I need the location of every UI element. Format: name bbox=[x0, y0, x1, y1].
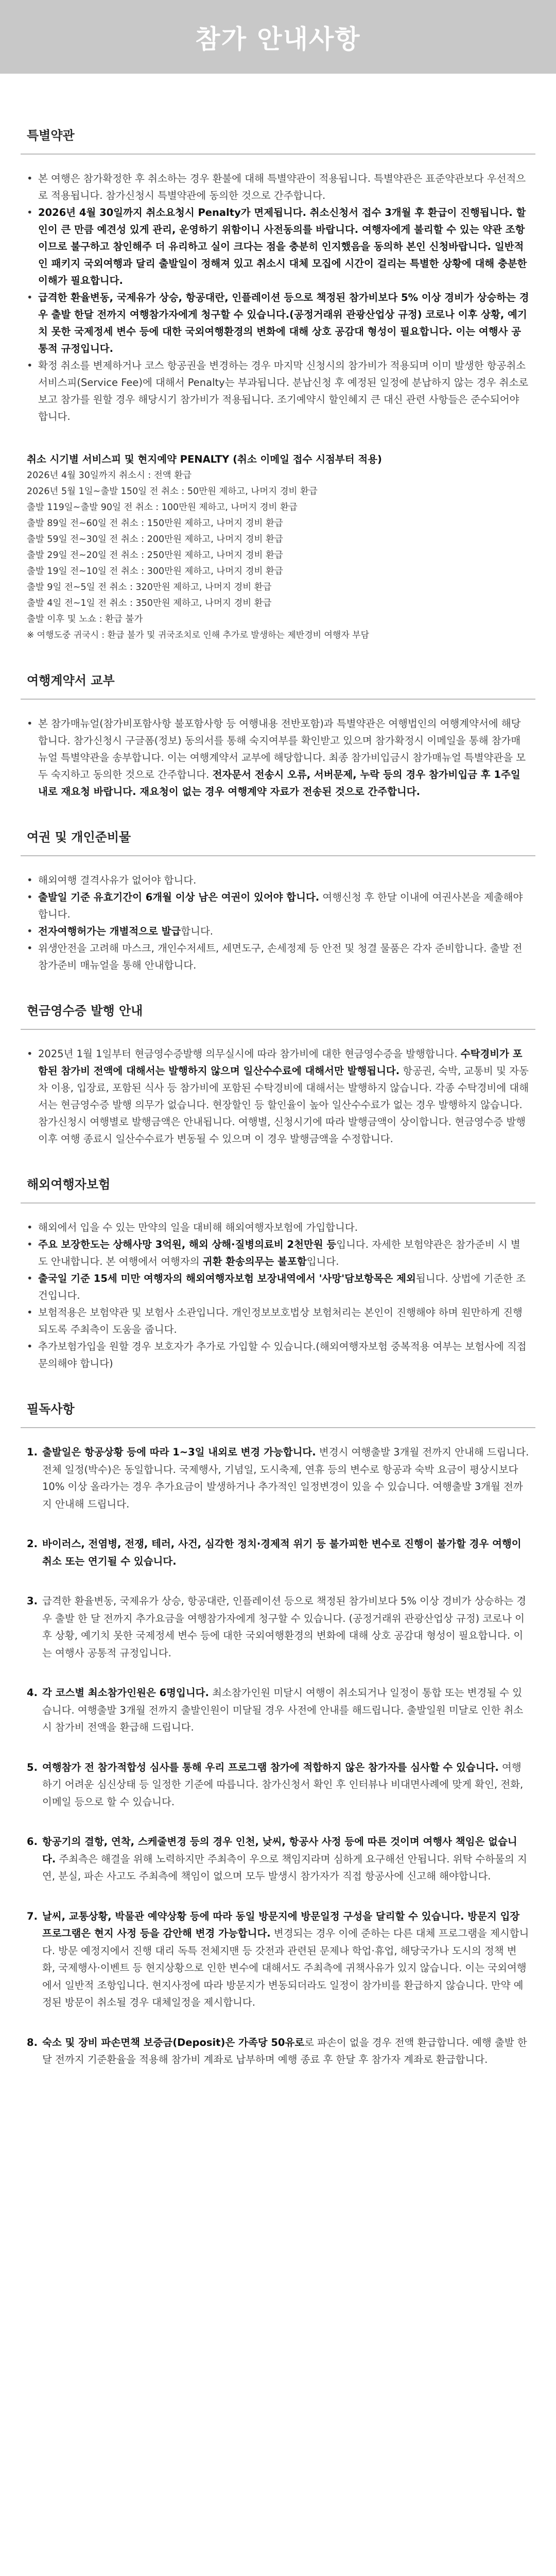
content bbox=[0, 74, 556, 2069]
section-body bbox=[21, 1219, 535, 1372]
bullet-list bbox=[27, 1045, 529, 1147]
emphasis-text: 각 코스별 최소참가인원은 6명입니다. bbox=[42, 1687, 209, 1699]
schedule-row: 2026년 4월 30일까지 취소시 : 전액 환급 bbox=[27, 470, 192, 481]
section-title: 필독사항 bbox=[21, 1372, 535, 1428]
body-text: 확정 취소를 변제하거나 코스 항공권을 변경하는 경우 마지막 신청시의 참가비가 적용되며 이미 발생한 항공취소 서비스피(Service Fee)에 대해서 Penalty는 부과됩니다. 분납신청 후 예정된 일정에 분납하지 않는 경우 취소로 보고 참가를 원할 경우 해당시기 참가비가 적용됩니다. 조기예약시 할인혜지 큰 대신 관련 사항들은 준수되어야 합니다. bbox=[38, 360, 529, 422]
schedule-row: 출발 19일 전~10일 전 취소 : 300만원 제하고, 나머지 경비 환급 bbox=[27, 566, 283, 577]
item-number: 6. bbox=[27, 1836, 38, 1848]
section-body bbox=[21, 1045, 535, 1147]
bullet-item bbox=[27, 204, 529, 289]
bullet-list bbox=[27, 1219, 529, 1372]
section-body bbox=[21, 715, 535, 800]
numbered-item bbox=[27, 1759, 529, 1811]
emphasis-text: 바이러스, 전염병, 전쟁, 테러, 사건, 심각한 정치·경제적 위기 등 불가피한 변수로 진행이 불가할 경우 여행이 취소 또는 연기될 수 있습니다. bbox=[42, 1538, 522, 1567]
bullet-item bbox=[27, 357, 529, 425]
schedule-row: 출발 119일~출발 90일 전 취소 : 100만원 제하고, 나머지 경비 환급 bbox=[27, 502, 298, 513]
body-text: 여행하기 어려운 심신상태 등 일정한 기준에 따릅니다. 참가신청서 확인 후 인터뷰나 비대면사례에 맞게 확인, 전화, 이메일 등으로 할 수 있습니다. bbox=[42, 1761, 524, 1808]
bullet-item bbox=[27, 889, 529, 923]
bullet-list bbox=[27, 872, 529, 974]
schedule-row: 출발 9일 전~5일 전 취소 : 320만원 제하고, 나머지 경비 환급 bbox=[27, 582, 272, 592]
section bbox=[21, 800, 535, 974]
bullet-item bbox=[27, 940, 529, 974]
bullet-list bbox=[27, 715, 529, 800]
emphasis-text: 항공기의 결항, 연착, 스케줄변경 등의 경우 인천, 낮씨, 항공사 사정 등에 따른 것이며 여행사 책임은 없습니다. bbox=[42, 1836, 517, 1865]
section-body bbox=[21, 1444, 535, 2069]
bullet-item bbox=[27, 1270, 529, 1304]
item-number: 7. bbox=[27, 1910, 38, 1922]
emphasis-text: 급격한 환율변동, 국제유가 상승, 항공대란, 인플레이션 등으로 책정된 참가비보다 5% 이상 경비가 상승하는 경우 출발 한달 전까지 여행참가자에게 청구할 수 있습니다.(공정거래위 관광산업상 규정) 코로나 이후 상황, 예기치 못한 국제정세 변수 등에 대한 국외여행환경의 변화에 대해 상호 공감대 형성이 필요합니다. 이는 여행사 공통적 규정입니다. bbox=[38, 292, 529, 354]
item-number: 3. bbox=[27, 1595, 38, 1607]
bullet-item bbox=[27, 289, 529, 357]
section-title: 특별약관 bbox=[21, 74, 535, 155]
body-text: 합니다. bbox=[181, 925, 214, 937]
schedule-row: 출발 29일 전~20일 전 취소 : 250만원 제하고, 나머지 경비 환급 bbox=[27, 550, 283, 561]
emphasis-text: 출국일 기준 15세 미만 여행자의 해외여행자보험 보장내역에서 '사망'담보항목은 제외 bbox=[38, 1273, 416, 1284]
body-text: 됩니다. 상법에 기준한 조건입니다. bbox=[38, 1273, 526, 1301]
schedule-row: 2026년 5월 1일~출발 150일 전 취소 : 50만원 제하고, 나머지 경비 환급 bbox=[27, 486, 318, 497]
item-number: 4. bbox=[27, 1687, 38, 1699]
emphasis-text: 수탁경비가 포함된 참가비 전액에 대해서는 발행하지 않으며 일산수수료에 대해서만 발행됩니다. bbox=[38, 1048, 523, 1077]
emphasis-text: 전자문서 전송시 오류, 서버문제, 누락 등의 경우 참가비입금 후 1주일 내로 재요청 바랍니다. 재요청이 없는 경우 여행계약 자료가 전송된 것으로 간주합니다. bbox=[38, 769, 520, 798]
penalty-schedule bbox=[21, 451, 535, 643]
section bbox=[21, 974, 535, 1147]
numbered-item bbox=[27, 2034, 529, 2069]
numbered-item bbox=[27, 1592, 529, 1662]
numbered-item bbox=[27, 1908, 529, 2011]
numbered-list bbox=[27, 1444, 529, 2069]
section-body bbox=[21, 872, 535, 974]
item-number: 1. bbox=[27, 1446, 38, 1458]
section bbox=[21, 1147, 535, 1372]
schedule-note: ※ 여행도중 귀국시 : 환급 불가 및 귀국조치로 인해 추가로 발생하는 제반경비 여행자 부담 bbox=[27, 630, 369, 640]
bullet-item bbox=[27, 1045, 529, 1147]
schedule-row: 출발 4일 전~1일 전 취소 : 350만원 제하고, 나머지 경비 환급 bbox=[27, 598, 272, 608]
section-body bbox=[21, 170, 535, 425]
schedule-row: 출발 59일 전~30일 전 취소 : 200만원 제하고, 나머지 경비 환급 bbox=[27, 534, 283, 545]
numbered-item bbox=[27, 1535, 529, 1570]
section bbox=[21, 643, 535, 800]
body-text: 입니다. bbox=[306, 1256, 339, 1267]
body-text: 해외에서 입을 수 있는 만약의 일을 대비해 해외여행자보험에 가입합니다. bbox=[38, 1222, 358, 1233]
numbered-item bbox=[27, 1684, 529, 1736]
title-banner bbox=[0, 0, 556, 74]
numbered-item bbox=[27, 1833, 529, 1885]
body-text: 해외여행 결격사유가 없어야 합니다. bbox=[38, 874, 197, 886]
page-title: 참가 안내사항 bbox=[195, 24, 361, 54]
schedule-heading: 취소 시기별 서비스피 및 현지예약 PENALTY (취소 이메일 접수 시점부터 적용) bbox=[27, 453, 382, 465]
numbered-item bbox=[27, 1444, 529, 1513]
body-text: 추가보험가입을 원할 경우 보호자가 추가로 가입할 수 있습니다.(해외여행자보험 중복적용 여부는 보험사에 직접 문의해야 합니다) bbox=[38, 1341, 527, 1369]
body-text: 입니다. 자세한 보험약관은 참가준비 시 별도 안내합니다. 본 여행에서 여행자의 bbox=[38, 1239, 520, 1267]
bullet-item bbox=[27, 1236, 529, 1270]
emphasis-text: 2026년 4월 30일까지 취소요청시 Penalty가 면제됩니다. 취소신청서 접수 3개월 후 환급이 진행됩니다. 할인이 큰 만큼 예견성 있게 관리, 운영하기 위함이니 사전동의를 바랍니다. 여행자에게 불리할 수 있는 약관 조항이므로 불구하고 참인해주 더 유리하고 실이 크다는 점을 충분히 인지했음을 동의하 본인 신청바랍니다. 일반적인 패키지 국외여행과 달리 출발일이 정해져 있고 취소시 대체 모집에 시간이 걸리는 특별한 상황에 대해 충분한 이해가 필요합니다. bbox=[38, 207, 527, 286]
bullet-item bbox=[27, 1338, 529, 1372]
emphasis-text: 여행참가 전 참가적합성 심사를 통해 우리 프로그램 참가에 적합하지 않은 참가자를 심사할 수 있습니다. bbox=[42, 1761, 499, 1773]
bullet-item bbox=[27, 923, 529, 940]
body-text: 위생안전을 고려해 마스크, 개인수저세트, 세면도구, 손세정제 등 안전 및 청결 물품은 각자 준비합니다. 출발 전 참가준비 매뉴얼을 통해 안내합니다. bbox=[38, 942, 523, 971]
body-text: 급격한 환율변동, 국제유가 상승, 항공대란, 인플레이션 등으로 책정된 참가비보다 5% 이상 경비가 상승하는 경우 출발 한 달 전까지 추가요금을 여행참가자에게 청구할 수 있습니다. (공정거래위 관광산업상 규정) 코로나 이후 상황, 예기치 못한 국제정세 변수 등에 대한 국외여행환경의 변화에 대해 상호 공감대 형성이 필요합니다. 이는 여행사 공통적 규정입니다. bbox=[42, 1595, 527, 1659]
emphasis-text: 날씨, 교통상황, 박물관 예약상황 등에 따라 동일 방문지에 방문일정 구성을 달리할 수 있습니다. 방문지 입장 프로그램은 현지 사정 등을 감안해 변경 가능합니다. bbox=[42, 1910, 520, 1939]
body-text: 여행신청 후 한달 이내에 여권사본을 제출해야 합니다. bbox=[38, 891, 523, 920]
body-text: 본 여행은 참가확정한 후 취소하는 경우 환불에 대해 특별약관이 적용됩니다. 특별약관은 표준약관보다 우선적으로 적용됩니다. 참가신청시 특별약관에 동의한 것으로 간주합니다. bbox=[38, 173, 526, 201]
section bbox=[21, 1372, 535, 2069]
body-text: 주최측은 해결을 위해 노력하지만 주최측이 우으로 책임지라며 심하게 요구해선 안됩니다. 위탁 수하물의 지연, 분실, 파손 사고도 주최측에 책임이 없으며 모두 발생시 참가자가 직접 항공사에 신고해 해야합니다. bbox=[42, 1853, 527, 1882]
section-title: 여권 및 개인준비물 bbox=[21, 800, 535, 856]
section-title: 해외여행자보험 bbox=[21, 1147, 535, 1204]
section bbox=[21, 74, 535, 643]
emphasis-text: 숙소 및 장비 파손면책 보증금(Deposit)은 가족당 50유로 bbox=[42, 2036, 305, 2048]
item-number: 8. bbox=[27, 2036, 38, 2048]
body-text: 변경시 여행출발 3개월 전까지 안내해 드립니다. 전체 일정(박수)은 동일합니다. 국제행사, 기념일, 도시축제, 연휴 등의 변수로 항공과 숙박 요금이 평상시보다 10% 이상 올라가는 경우 추가요금이 발생하거나 추가적인 일정변경이 있을 수 있습니다. 여행출발 3개월 전까지 안내해 드립니다. bbox=[42, 1446, 529, 1510]
body-text: 로 파손이 없을 경우 전액 환급합니다. 예행 출발 한달 전까지 기준환율을 적용해 참가비 계좌로 납부하며 예행 종료 후 한달 후 참가자 계좌로 환급합니다. bbox=[42, 2036, 527, 2065]
bullet-item bbox=[27, 1304, 529, 1338]
body-text: 보험적용은 보험약관 및 보험사 소관입니다. 개인정보보호법상 보험처리는 본인이 진행해야 하며 원만하게 진행되도록 주최측이 도움을 줍니다. bbox=[38, 1307, 523, 1335]
section-title: 여행계약서 교부 bbox=[21, 643, 535, 700]
item-number: 2. bbox=[27, 1538, 38, 1550]
body-text: 변경되는 경우 이에 준하는 다른 대체 프로그램을 제시합니다. 방문 예정지에서 진행 대리 독특 전체지맨 등 갓전과 관련된 문제나 학업·휴업, 해당국가나 도시의 정책 변화, 국제행사·이벤트 등 현지상황으로 인한 변수에 대해서도 주최측에 귀책사유가 있지 않습니다. 이는 국외여행에서 일반적 조항입니다. 현지사정에 따라 방문지가 변동되더라도 일정이 참가비를 환급하지 않습니다. 만약 예정된 방문이 취소될 경우 대체일정을 제시합니다. bbox=[42, 1927, 529, 2008]
body-text: 최소참가인원 미달시 여행이 취소되거나 일정이 통합 또는 변경될 수 있습니다. 여행출발 3개월 전까지 출발인원이 미달될 경우 사전에 안내를 해드립니다. 출발일원 미달로 인한 취소시 참가비 전액을 환급해 드립니다. bbox=[42, 1687, 524, 1733]
emphasis-text: 귀환 환송의무는 불포함 bbox=[202, 1256, 307, 1267]
body-text: 2025년 1월 1일부터 현금영수증발행 의무실시에 따라 참가비에 대한 현금영수증을 발행합니다. bbox=[38, 1048, 461, 1060]
body-text: 본 참가매뉴얼(참가비포함사항 불포함사항 등 여행내용 전반포함)과 특별약관은 여행법인의 여행계약서에 해당합니다. 참가신청시 구글폼(정보) 동의서를 통해 숙지여부를 확인받고 있으며 참가확정시 이메일을 통해 참가매뉴얼 특별약관을 송부합니다. 이는 여행계약서 교부에 해당합니다. 최종 참가비입금시 참가매뉴얼 특별약관을 모두 숙지하고 동의한 것으로 간주합니다. bbox=[38, 718, 526, 781]
emphasis-text: 전자여행허가는 개별적으로 발급 bbox=[38, 925, 181, 937]
schedule-row: 출발 89일 전~60일 전 취소 : 150만원 제하고, 나머지 경비 환급 bbox=[27, 518, 283, 529]
emphasis-text: 출발일은 항공상황 등에 따라 1~3일 내외로 변경 가능합니다. bbox=[42, 1446, 316, 1458]
emphasis-text: 주요 보장한도는 상해사망 3억원, 해외 상해·질병의료비 2천만원 등 bbox=[38, 1239, 337, 1250]
schedule-row: 출발 이후 및 노쇼 : 환급 불가 bbox=[27, 614, 143, 624]
bullet-item bbox=[27, 872, 529, 889]
section-title: 현금영수증 발행 안내 bbox=[21, 974, 535, 1030]
body-text: 항공권, 숙박, 교통비 및 자동차 이용, 입장료, 포함된 식사 등 참가비에 포함된 수탁경비에 대해서는 발행하지 않습니다. 각종 수탁경비에 대해서는 현금영수증 발행 의무가 없습니다. 현장할인 등 할인율이 높아 일산수수료가 없는 경우 발행하지 않습니다. 참가신청시 여행별로 발행금액은 안내됩니다. 여행별, 신청시기에 따라 발행금액이 상이합니다. 현금영수증 발행 이후 여행 종료시 일산수수료가 변동될 수 있으며 이 경우 발행금액을 수정합니다. bbox=[38, 1065, 529, 1145]
bullet-item bbox=[27, 715, 529, 800]
item-number: 5. bbox=[27, 1761, 38, 1773]
emphasis-text: 출발일 기준 유효기간이 6개월 이상 남은 여권이 있어야 합니다. bbox=[38, 891, 320, 903]
bullet-item bbox=[27, 1219, 529, 1236]
bullet-list bbox=[27, 170, 529, 425]
bullet-item bbox=[27, 170, 529, 204]
